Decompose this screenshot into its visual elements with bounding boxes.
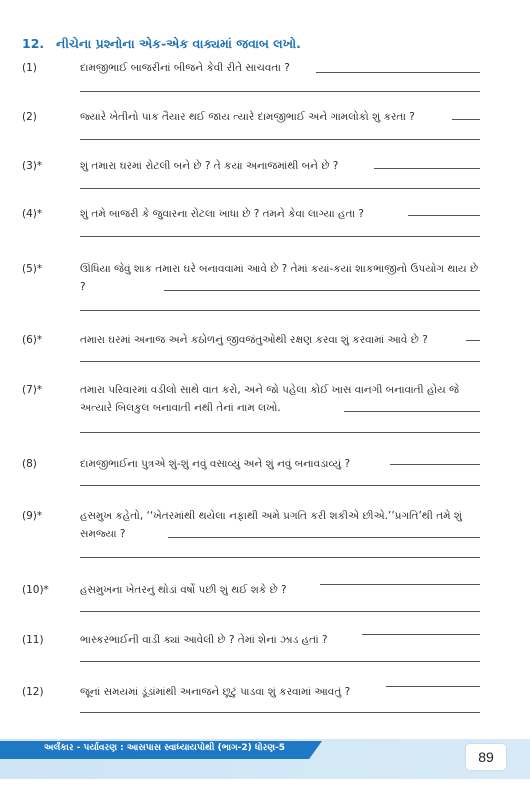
answer-line[interactable]	[362, 634, 480, 635]
question-text: શું તમારા ઘરમાં રોટલી બને છે ? તે કયા અનાજમાંથી બને છે ?	[80, 160, 339, 172]
question-number: (10)*	[22, 584, 49, 596]
answer-line[interactable]	[80, 712, 480, 713]
answer-line[interactable]	[80, 611, 480, 612]
answer-line[interactable]	[374, 168, 480, 169]
question-number: (7)*	[22, 384, 43, 396]
question-text: શું તમે બાજરી કે જુવારના રોટલા ખાધા છે ? તમને કેવા લાગ્યા હતા ?	[80, 208, 364, 220]
answer-line[interactable]	[316, 72, 480, 73]
question-number: (11)	[22, 634, 44, 646]
question-number: (6)*	[22, 334, 43, 346]
answer-line[interactable]	[386, 686, 480, 687]
answer-line[interactable]	[80, 432, 480, 433]
question-text: દામજીભાઈના પુત્રએ શું-શું નવું વસાવ્યું અને શું નવું બનાવડાવ્યું ?	[80, 458, 351, 470]
question-number: (5)*	[22, 263, 43, 275]
footer-book-title: અર્લંકાર - પર્યાવરણ : આસપાસ સ્વાધ્યાયપોથી (ભાગ-2) ધોરણ-5	[44, 743, 286, 753]
answer-line[interactable]	[390, 464, 480, 465]
answer-line[interactable]	[168, 537, 480, 538]
question-number: (9)*	[22, 510, 43, 522]
answer-line[interactable]	[80, 661, 480, 662]
question-number: (4)*	[22, 208, 43, 220]
answer-line[interactable]	[80, 236, 480, 237]
answer-line[interactable]	[80, 310, 480, 311]
answer-line[interactable]	[80, 485, 480, 486]
answer-line[interactable]	[320, 584, 480, 585]
question-text: હસમુખના ખેતરનું થોડાં વર્ષો પછી શું થઈ શકે છે ?	[80, 584, 287, 596]
answer-line[interactable]	[452, 119, 480, 120]
answer-line[interactable]	[80, 188, 480, 189]
exercise-title: નીચેના પ્રશ્નોના એક-એક વાક્યમાં જવાબ લખો.	[56, 36, 301, 51]
exercise-number: 12.	[22, 36, 45, 51]
question-number: (1)	[22, 62, 37, 74]
answer-line[interactable]	[80, 139, 480, 140]
question-number: (2)	[22, 111, 37, 123]
question-text: જ્યારે ખેતીનો પાક તૈયાર થઈ જાય ત્યારે દામજીભાઈ અને ગામલોકો શું કરતા ?	[80, 111, 415, 123]
question-text: તમારા ઘરમાં અનાજ અને કઠોળનું જીવજંતુઓથી રક્ષણ કરવા શું કરવામાં આવે છે ?	[80, 334, 428, 346]
question-text: જૂનાં સમયમાં ડૂંડાંમાંથી અનાજને છૂટું પાડવા શું કરવામાં આવતું ?	[80, 686, 351, 698]
question-text: ભાસ્કરભાઈની વાડી ક્યાં આવેલી છે ? તેમાં શેનાં ઝાડ હતાં ?	[80, 634, 328, 646]
page-number: 89	[478, 749, 494, 765]
question-number: (3)*	[22, 160, 43, 172]
answer-line[interactable]	[164, 290, 480, 291]
answer-line[interactable]	[466, 340, 480, 341]
question-text: હસમુખ કહેતો, ‘‘ખેતરમાંથી થયેલા નફાથી અમે પ્રગતિ કરી શકીએ છીએ.’’પ્રગતિ’થી તમે શું સમજ્યા ?	[80, 510, 463, 540]
answer-line[interactable]	[80, 91, 480, 92]
question-text: દામજીભાઈ બાજરીનાં બીજને કેવી રીતે સાચવતા ?	[80, 62, 290, 74]
answer-line[interactable]	[80, 361, 480, 362]
answer-line[interactable]	[344, 411, 480, 412]
answer-line[interactable]	[408, 215, 480, 216]
answer-line[interactable]	[80, 557, 480, 558]
question-number: (8)	[22, 458, 37, 470]
question-text: ઊંધિયા જેવું શાક તમારા ઘરે બનાવવામાં આવે છે ? તેમાં કયાં-કયાં શાકભાજીનો ઉપયોગ થાય છે ?	[80, 263, 479, 293]
question-number: (12)	[22, 686, 44, 698]
exercise-heading	[22, 36, 301, 52]
question-text: તમારા પરિવારમાં વડીલો સાથે વાત કરો, અને જો પહેલા કોઈ ખાસ વાનગી બનાવાતી હોય જે અત્યારે બિલકુલ બનાવાતી નથી તેનાં નામ લખો.	[80, 384, 459, 414]
